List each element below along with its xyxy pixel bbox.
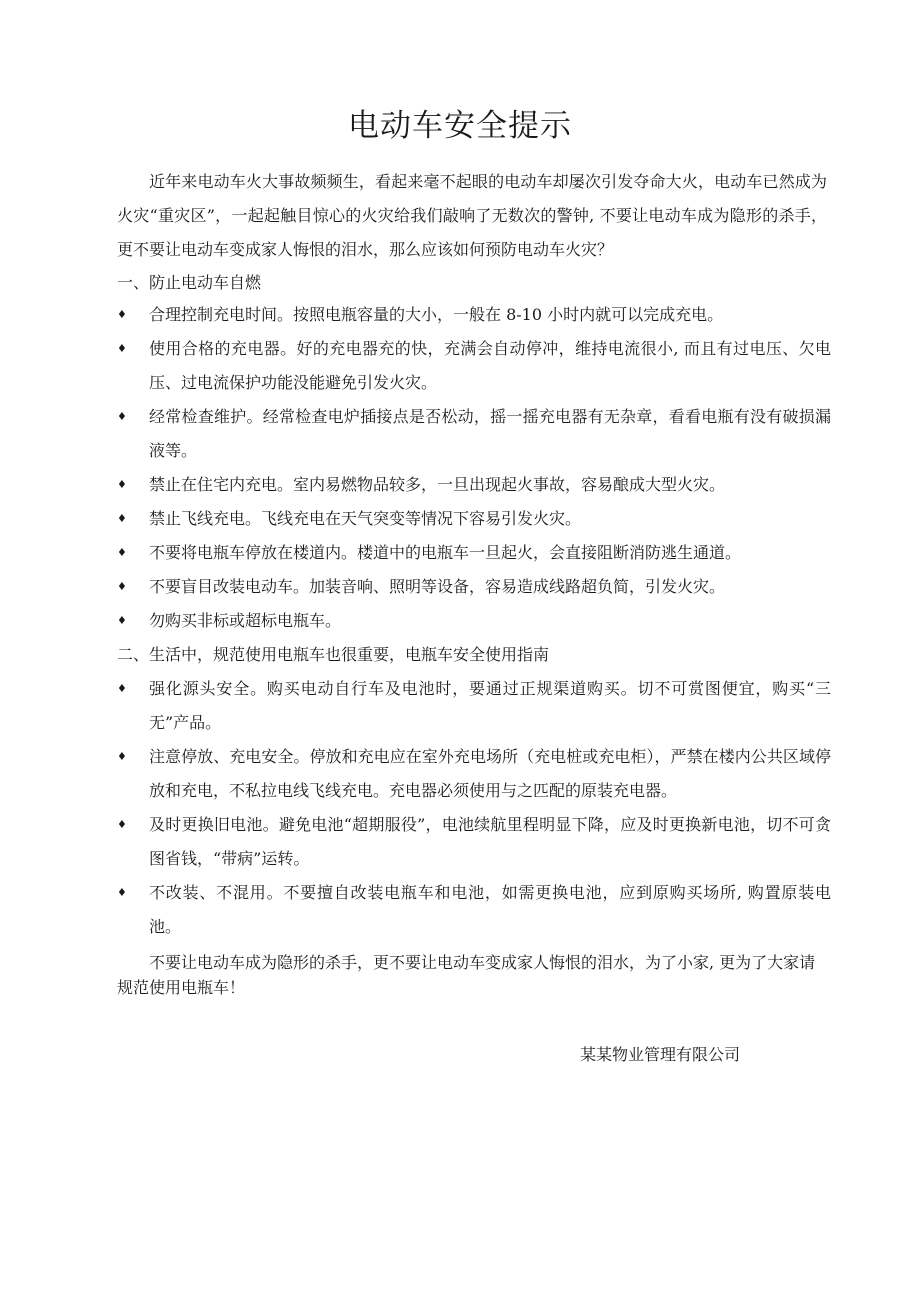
intro-paragraph: 近年来电动车火大事故频频生，看起来毫不起眼的电动车却屡次引发夺命大火，电动车已然成为火灾“重灾区”，一起起触目惊心的火灾给我们敲响了无数次的警钟, 不要让电动车成为隐形的杀手，更不要让电动车变成家人悔恨的泪水，那么应该如何预防电动车火灾？ xyxy=(117,172,827,259)
diamond-bullet-icon: ♦ xyxy=(117,512,127,525)
list-item xyxy=(117,604,831,638)
list-item xyxy=(117,502,831,536)
list-item-text: 注意停放、充电安全。停放和充电应在室外充电场所（充电桩或充电柜），严禁在楼内公共区域停放和充电，不私拉电线飞线充电。充电器必须使用与之匹配的原装充电器。 xyxy=(149,747,831,800)
list-item-text: 使用合格的充电器。好的充电器充的快，充满会自动停冲，维持电流很小, 而且有过电压、欠电压、过电流保护功能没能避免引发火灾。 xyxy=(149,339,831,392)
list-item xyxy=(117,876,831,944)
list-item-text: 禁止在住宅内充电。室内易燃物品较多，一旦出现起火事故，容易酿成大型火灾。 xyxy=(149,475,726,494)
list-item xyxy=(117,332,831,400)
closing-paragraph: 不要让电动车成为隐形的杀手，更不要让电动车变成家人悔恨的泪水，为了小家, 更为了大家请规范使用电瓶车！ xyxy=(117,953,816,997)
diamond-bullet-icon: ♦ xyxy=(117,308,127,321)
list-item-text: 及时更换旧电池。避免电池“超期服役”，电池续航里程明显下降，应及时更换新电池，切不可贪图省钱，“带病”运转。 xyxy=(149,815,831,868)
list-item xyxy=(117,570,831,604)
section-heading-2: 二、生活中，规范使用电瓶车也很重要，电瓶车安全使用指南 xyxy=(117,645,550,664)
diamond-bullet-icon: ♦ xyxy=(117,818,127,831)
list-item-text: 不要将电瓶车停放在楼道内。楼道中的电瓶车一旦起火，会直接阻断消防逃生通道。 xyxy=(149,543,742,562)
list-item xyxy=(117,536,831,570)
list-item xyxy=(117,298,831,332)
diamond-bullet-icon: ♦ xyxy=(117,750,127,763)
list-item xyxy=(117,400,831,468)
diamond-bullet-icon: ♦ xyxy=(117,546,127,559)
list-item-text: 不要盲目改装电动车。加装音响、照明等设备，容易造成线路超负简，引发火灾。 xyxy=(149,577,726,596)
list-item xyxy=(117,672,831,740)
list-item-text: 不改装、不混用。不要擅自改装电瓶车和电池，如需更换电池，应到原购买场所, 购置原装电池。 xyxy=(149,883,831,936)
section-1-list xyxy=(117,298,831,638)
diamond-bullet-icon: ♦ xyxy=(117,410,127,423)
list-item-text: 勿购买非标或超标电瓶车。 xyxy=(149,611,342,630)
list-item-text: 合理控制充电时间。按照电瓶容量的大小，一般在 8-10 小时内就可以完成充电。 xyxy=(149,305,724,324)
diamond-bullet-icon: ♦ xyxy=(117,580,127,593)
diamond-bullet-icon: ♦ xyxy=(117,682,127,695)
document-title: 电动车安全提示 xyxy=(348,108,572,144)
diamond-bullet-icon: ♦ xyxy=(117,614,127,627)
list-item-text: 经常检查维护。经常检查电炉插接点是否松动，摇一摇充电器有无杂章，看看电瓶有没有破损漏液等。 xyxy=(149,407,831,460)
diamond-bullet-icon: ♦ xyxy=(117,886,127,899)
section-heading-1: 一、防止电动车自燃 xyxy=(117,273,262,292)
diamond-bullet-icon: ♦ xyxy=(117,478,127,491)
list-item xyxy=(117,740,831,808)
company-signature: 某某物业管理有限公司 xyxy=(580,1045,741,1064)
section-2-list xyxy=(117,672,831,944)
list-item xyxy=(117,808,831,876)
list-item-text: 强化源头安全。购买电动自行车及电池时，要通过正规渠道购买。切不可赏图便宜，购买“三无”产品。 xyxy=(149,679,831,732)
diamond-bullet-icon: ♦ xyxy=(117,342,127,355)
list-item-text: 禁止飞线充电。飞线充电在天气突变等情况下容易引发火灾。 xyxy=(149,509,582,528)
list-item xyxy=(117,468,831,502)
